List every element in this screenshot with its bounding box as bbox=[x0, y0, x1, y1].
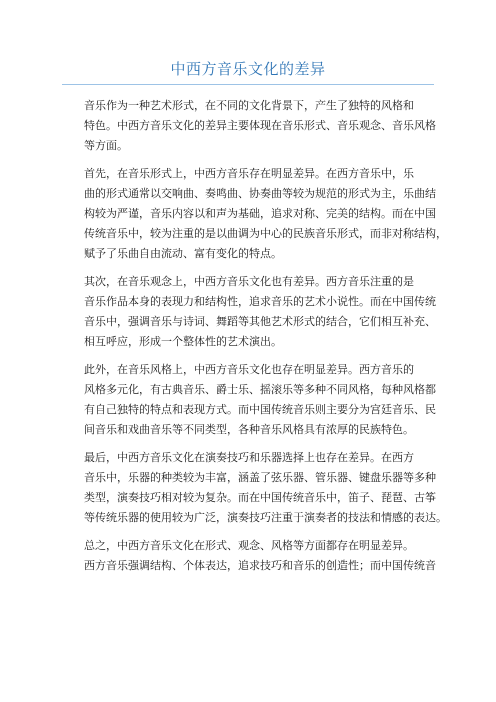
text-line: 有自己独特的特点和表现方式。而中国传统音乐则主要分为宫廷音乐、民 bbox=[84, 403, 436, 416]
paragraph-form bbox=[62, 164, 447, 264]
text-line: 曲的形式通常以交响曲、奏鸣曲、协奏曲等较为规范的形式为主，乐曲结 bbox=[84, 187, 436, 200]
text-line: 音乐中，强调音乐与诗词、舞蹈等其他艺术形式的结合，它们相互补充、 bbox=[84, 315, 436, 328]
paragraph-concept bbox=[62, 272, 442, 352]
paragraph-summary bbox=[62, 536, 442, 576]
text-line: 其次，在音乐观念上，中西方音乐文化也有差异。西方音乐注重的是 bbox=[84, 275, 414, 288]
paragraph-instruments bbox=[62, 448, 447, 528]
text-line: 首先，在音乐形式上，中西方音乐存在明显差异。在西方音乐中，乐 bbox=[84, 167, 414, 180]
paragraph-style bbox=[62, 360, 442, 440]
text-line: 音乐中，乐器的种类较为丰富，涵盖了弦乐器、管乐器、键盘乐器等多种 bbox=[84, 471, 436, 484]
text-line: 相互呼应，形成一个整体性的艺术演出。 bbox=[84, 335, 282, 348]
text-line: 间音乐和戏曲音乐等不同类型，各种音乐风格具有浓厚的民族特色。 bbox=[84, 423, 414, 436]
text-line: 总之，中西方音乐文化在形式、观念、风格等方面都存在明显差异。 bbox=[84, 539, 414, 552]
text-line: 此外，在音乐风格上，中西方音乐文化也存在明显差异。西方音乐的 bbox=[84, 363, 414, 376]
title-underline bbox=[62, 84, 434, 85]
text-line: 传统音乐中，较为注重的是以曲调为中心的民族音乐形式，而非对称结构， bbox=[84, 227, 447, 240]
text-line: 特色。中西方音乐文化的差异主要体现在音乐形式、音乐观念、音乐风格 bbox=[84, 119, 436, 132]
text-line: 等传统乐器的使用较为广泛，演奏技巧注重于演奏者的技法和情感的表达。 bbox=[84, 511, 447, 524]
paragraph-intro bbox=[62, 96, 442, 156]
text-line: 构较为严谨，音乐内容以和声为基础，追求对称、完美的结构。而在中国 bbox=[84, 207, 436, 220]
document-title: 中西方音乐文化的差异 bbox=[170, 60, 326, 78]
text-line: 音乐作品本身的表现力和结构性，追求音乐的艺术小说性。而在中国传统 bbox=[84, 295, 436, 308]
text-line: 西方音乐强调结构、个体表达，追求技巧和音乐的创造性；而中国传统音 bbox=[84, 559, 436, 572]
text-line: 等方面。 bbox=[84, 139, 128, 152]
text-line: 音乐作为一种艺术形式，在不同的文化背景下，产生了独特的风格和 bbox=[84, 99, 414, 112]
text-line: 最后，中西方音乐文化在演奏技巧和乐器选择上也存在差异。在西方 bbox=[84, 451, 414, 464]
document-body bbox=[62, 96, 447, 584]
text-line: 类型，演奏技巧相对较为复杂。而在中国传统音乐中，笛子、琵琶、古筝 bbox=[84, 491, 436, 504]
text-line: 风格多元化，有古典音乐、爵士乐、摇滚乐等多种不同风格，每种风格都 bbox=[84, 383, 436, 396]
text-line: 赋予了乐曲自由流动、富有变化的特点。 bbox=[84, 247, 282, 260]
